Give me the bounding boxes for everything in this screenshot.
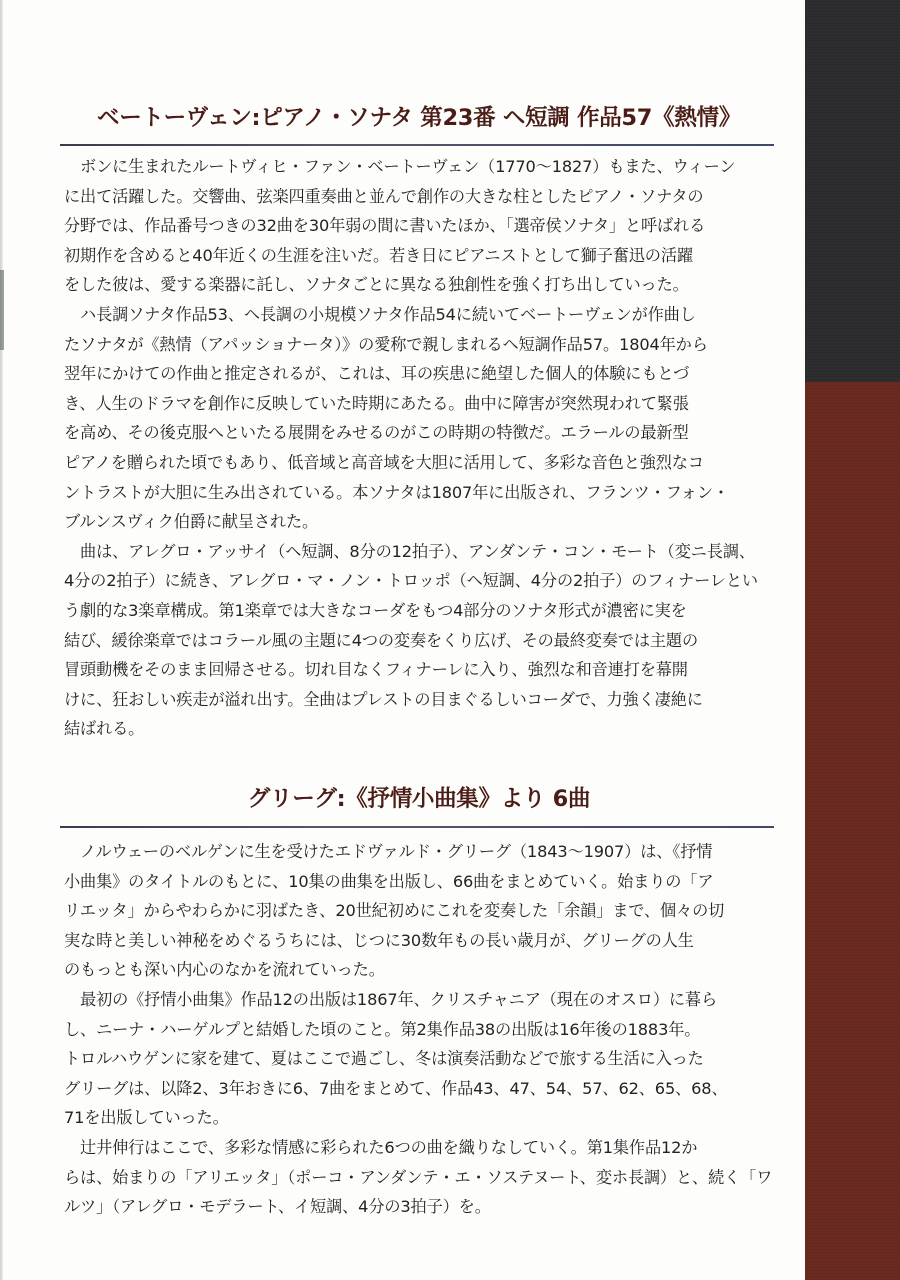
section-title-beethoven: ベートーヴェン:ピアノ・ソナタ 第23番 ヘ短調 作品57《熱情》 — [97, 105, 741, 131]
section-body-grieg — [64, 837, 773, 1222]
text-line: ノルウェーのベルゲンに生を受けたエドヴァルド・グリーグ（1843～1907）は、《抒情 — [64, 842, 713, 861]
text-line: 初期作を含めると40年近くの生涯を注いだ。若き日にピアニストとして獅子奮迅の活躍 — [64, 245, 693, 265]
text-line: に出て活躍した。交響曲、弦楽四重奏曲と並んで創作の大きな柱としたピアノ・ソナタの — [64, 186, 704, 206]
text-line: トロルハウゲンに家を建て、夏はここで過ごし、冬は演奏活動などで旅する生活に入った — [64, 1049, 704, 1069]
text-line: き、人生のドラマを創作に反映していた時期にあたる。曲中に障害が突然現われて緊張 — [64, 393, 689, 413]
text-line: 実な時と美しい神秘をめぐるうちには、じつに30数年もの長い歳月が、グリーグの人生 — [64, 930, 694, 950]
text-line: 曲は、アレグロ・アッサイ（ヘ短調、8分の12拍子）、アンダンテ・コン・モート（変ニ長調、 — [64, 541, 755, 561]
text-line: ボンに生まれたルートヴィヒ・ファン・ベートーヴェン（1770～1827）もまた、ウィーン — [64, 157, 736, 176]
text-line: 最初の《抒情小曲集》作品12の出版は1867年、クリスチャニア（現在のオスロ）に暮ら — [64, 989, 717, 1009]
text-line: 翌年にかけての作曲と推定されるが、これは、耳の疾患に絶望した個人的体験にもとづ — [64, 364, 690, 384]
text-line: し、ニーナ・ハーゲルプと結婚した頃のこと。第2集作品38の出版は16年後の1883年。 — [64, 1019, 701, 1039]
text-line: ントラストが大胆に生み出されている。本ソナタは1807年に出版され、フランツ・フォン・ — [64, 482, 729, 502]
text-line: 71を出版していった。 — [64, 1108, 229, 1128]
text-line: 冒頭動機をそのまま回帰させる。切れ目なくフィナーレに入り、強烈な和音連打を幕開 — [64, 660, 688, 680]
text-line: グリーグは、以降2、3年おきに6、7曲をまとめて、作品43、47、54、57、62、65、68、 — [64, 1078, 728, 1098]
text-line: ハ長調ソナタ作品53、ヘ長調の小規模ソナタ作品54に続いてベートーヴェンが作曲し — [64, 304, 696, 324]
text-line: 結び、緩徐楽章ではコラール風の主題に4つの変奏をくり広げ、その最終変奏では主題の — [64, 630, 698, 650]
text-line: ピアノを贈られた頃でもあり、低音域と高音域を大胆に活用して、多彩な音色と強烈なコ — [64, 452, 704, 472]
section-body-beethoven — [64, 152, 764, 744]
side-band-dark — [805, 0, 900, 382]
text-line: をした彼は、愛する楽器に託し、ソナタごとに異なる独創性を強く打ち出していった。 — [64, 275, 689, 295]
page-binding-edge — [0, 0, 3, 1280]
side-band-brown — [805, 382, 900, 1280]
text-line: らは、始まりの「アリエッタ」（ポーコ・アンダンテ・エ・ソステヌート、変ホ長調）と、続く「ワ — [64, 1167, 773, 1187]
text-line: 結ばれる。 — [64, 719, 145, 739]
text-line: リエッタ」からやわらかに羽ばたき、20世紀初めにこれを変奏した「余韻」まで、個々の切 — [64, 901, 725, 921]
text-line: を高め、その後克服へといたる展開をみせるのがこの時期の特徴だ。エラールの最新型 — [64, 423, 689, 443]
text-line: ルツ」（アレグロ・モデラート、イ短調、4分の3拍子）を。 — [64, 1197, 491, 1217]
section-title-grieg: グリーグ:《抒情小曲集》より 6曲 — [247, 786, 591, 812]
binding-shadow — [0, 270, 4, 350]
text-line: 辻井伸行はここで、多彩な情感に彩られた6つの曲を織りなしていく。第1集作品12か — [64, 1137, 698, 1157]
text-line: 4分の2拍子）に続き、アレグロ・マ・ノン・トロッポ（ヘ短調、4分の2拍子）のフィナーレとい — [64, 571, 758, 591]
text-line: ブルンスヴィク伯爵に献呈された。 — [64, 512, 319, 532]
text-line: 小曲集》のタイトルのもとに、10集の曲集を出版し、66曲をまとめていく。始まりの「ア — [64, 871, 714, 891]
text-line: う劇的な3楽章構成。第1楽章では大きなコーダをもつ4部分のソナタ形式が濃密に実を — [64, 600, 687, 620]
text-line: たソナタが《熱情（アパッショナータ）》の愛称で親しまれるヘ短調作品57。1804年から — [64, 334, 708, 354]
text-line: 分野では、作品番号つきの32曲を30年弱の間に書いたほか、「選帝侯ソナタ」と呼ばれる — [64, 216, 706, 236]
title-underline — [60, 826, 774, 828]
title-underline — [60, 144, 774, 146]
text-line: のもっとも深い内心のなかを流れていった。 — [64, 960, 385, 980]
text-line: けに、狂おしい疾走が溢れ出す。全曲はプレストの目まぐるしいコーダで、力強く凄絶に — [64, 689, 703, 709]
